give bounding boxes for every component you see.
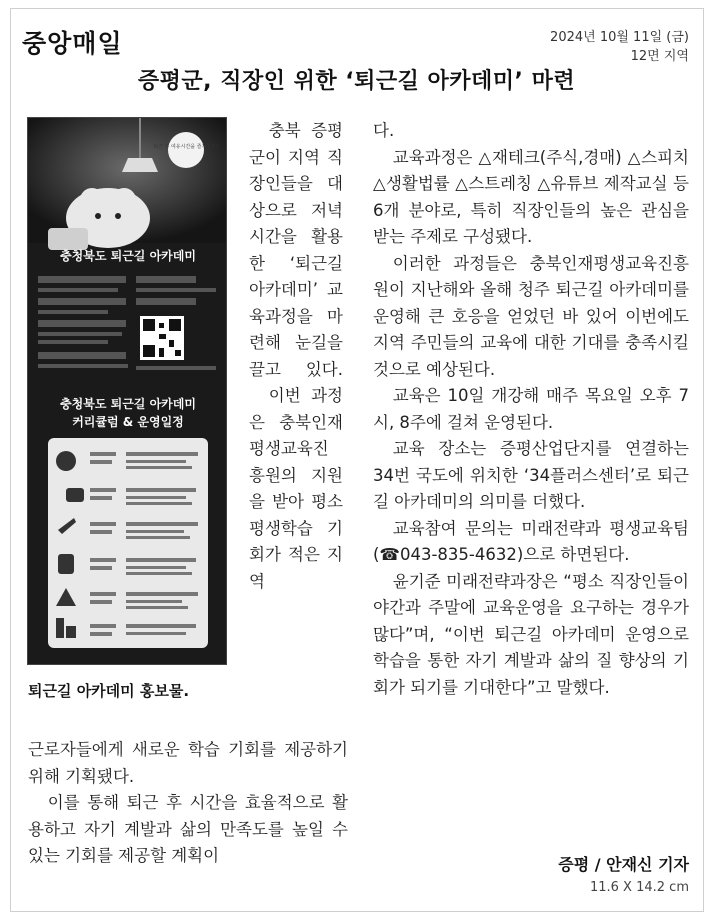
poster-curriculum-title: 충청북도 퇴근길 아카데미 xyxy=(60,397,196,411)
clipping-size: 11.6 X 14.2 cm xyxy=(589,880,689,895)
article-paragraph: 근로자들에게 새로운 학습 기회를 제공하기 위해 기획됐다. xyxy=(28,740,348,786)
poster-title: 충청북도 퇴근길 아카데미 xyxy=(60,249,196,263)
article-paragraph: 교육은 10일 개강해 매주 목요일 오후 7시, 8주에 걸쳐 운영된다. xyxy=(373,386,689,432)
finance-icon xyxy=(56,451,76,471)
article-column-left-wide xyxy=(28,737,348,870)
article-paragraph: 교육과정은 △재테크(주식,경매) △스피치 △생활법률 △스트레칭 △유튜브 제작교실 등 6개 분야로, 특히 직장인들의 높은 관심을 받는 주제로 구성됐다. xyxy=(373,147,689,246)
poster-graphic xyxy=(28,118,227,665)
curriculum-panel xyxy=(48,438,208,648)
speech-bubble-icon xyxy=(168,132,204,168)
article-paragraph: 다. xyxy=(373,121,395,140)
building-icon xyxy=(56,618,64,638)
article-paragraph: 교육참여 문의는 미래전략과 평생교육팀(☎043-835-4632)으로 하면된다. xyxy=(373,518,689,564)
masthead: 중앙매일 xyxy=(22,29,123,58)
academy-poster-image xyxy=(27,117,227,665)
svg-text:퇴근 후 여유시간을 즐겨볼까?: 퇴근 후 여유시간을 즐겨볼까? xyxy=(153,144,219,150)
article-paragraph: 충북 증평군이 지역 직장인들을 대상으로 저녁시간을 활용한 ‘퇴근길 아카데미’ 교육과정을 마련해 눈길을 끌고 있다. xyxy=(249,121,343,379)
youtube-icon xyxy=(66,488,84,502)
page-info: 12면 지역 xyxy=(630,49,689,64)
bottle-icon xyxy=(58,554,74,574)
poster-curriculum-subtitle: 커리큘럼 & 운영일정 xyxy=(72,415,184,429)
article-paragraph: 교육 장소는 증평산업단지를 연결하는 34번 국도에 위치한 ‘34플러스센터’로 퇴근길 아카데미의 의미를 더했다. xyxy=(373,439,689,511)
image-caption: 퇴근길 아카데미 홍보물. xyxy=(28,682,190,700)
article-paragraph: 이를 통해 퇴근 후 시간을 효율적으로 활용하고 자기 계발과 삶의 만족도를 높일 수 있는 기회를 제공할 계획이 xyxy=(28,793,348,865)
article-paragraph: 이러한 과정들은 충북인재평생교육진흥원이 지난해와 올해 청주 퇴근길 아카데미를 운영해 큰 호응을 얻었던 바 있어 이번에도 지역 주민들의 교육에 대한 기대를 충족시킬 것으로 예상된다. xyxy=(373,253,689,379)
article-column-left xyxy=(249,118,343,595)
article-paragraph: 이번 과정은 충북인재평생교육진흥원의 지원을 받아 평소 평생학습 기회가 적은 지역 xyxy=(249,386,343,591)
article-paragraph: 윤기준 미래전략과장은 “평소 직장인들이 야간과 주말에 교육운영을 요구하는 경우가 많다”며, “이번 퇴근길 아카데미 운영으로 학습을 통한 자기 계발과 삶의 질 향상의 기회가 되기를 기대한다”고 말했다. xyxy=(373,571,689,697)
publication-date: 2024년 10월 11일 (금) xyxy=(550,30,689,45)
headline: 증평군, 직장인 위한 ‘퇴근길 아카데미’ 마련 xyxy=(137,69,576,94)
byline: 증평 / 안재신 기자 xyxy=(558,855,689,874)
article-column-right xyxy=(373,118,689,701)
